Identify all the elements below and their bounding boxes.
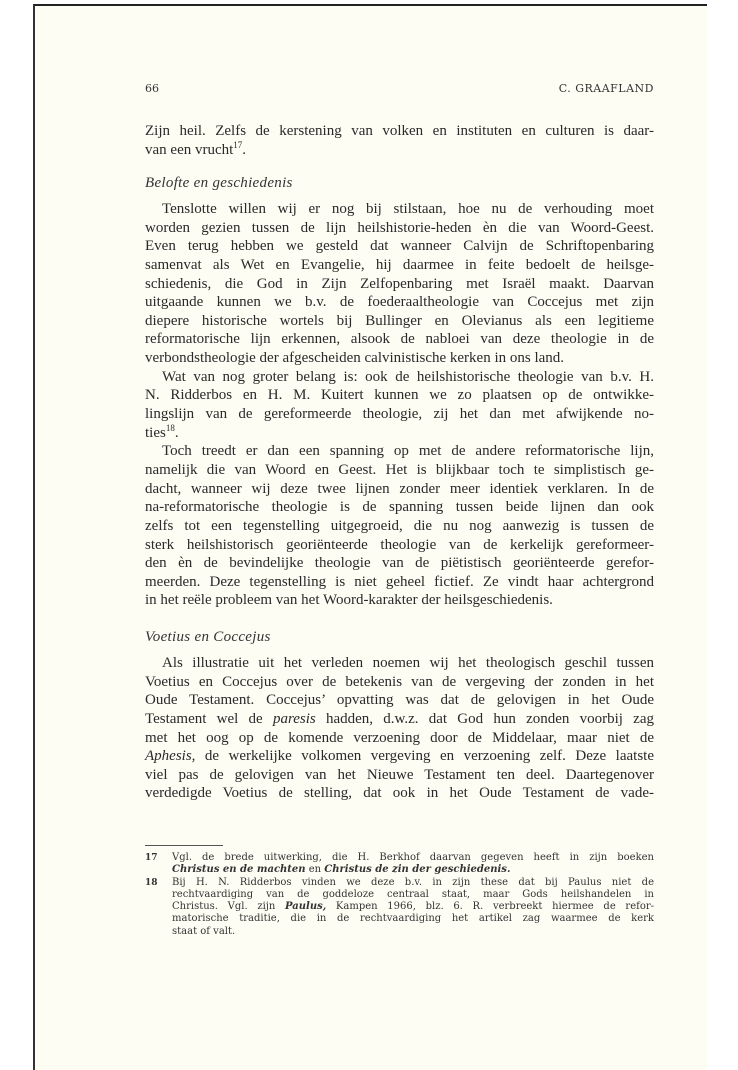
footnote: [145, 877, 654, 938]
text-line: [145, 122, 654, 141]
section-body-voetius: [145, 654, 654, 803]
text-run: Even terug hebben we gesteld dat wanneer Calvijn de Schriftopenbaring: [145, 238, 654, 255]
text-line: [145, 141, 654, 160]
text-line: [145, 766, 654, 785]
text-line: [145, 591, 654, 610]
text-line: [145, 654, 654, 673]
text-run: van een vrucht: [145, 141, 234, 158]
text-line: [145, 256, 654, 275]
text-line: [145, 405, 654, 424]
text-line: [145, 729, 654, 748]
text-run: met het oog op de komende verzoening door de Middelaar, maar niet de: [145, 729, 654, 746]
text-run: Toch treedt er dan een spanning op met de andere reformatorische lijn,: [162, 443, 654, 460]
text-line: [145, 710, 654, 729]
footnote: [145, 852, 654, 877]
italic-text: Christus de zin der geschiedenis.: [324, 864, 511, 876]
footnote-line: [172, 913, 654, 925]
text-line: [145, 691, 654, 710]
text-line: [145, 442, 654, 461]
text-run: dacht, wanneer wij deze twee lijnen zonder meer identiek verklaren. In de: [145, 480, 654, 497]
text-line: [145, 200, 654, 219]
text-run: reformatorische lijn erkennen, alsook de nabloei van deze theologie in de: [145, 331, 654, 348]
text-line: [145, 536, 654, 555]
text-run: lingslijn van de gereformeerde theologie, zij het dan met afwijkende no-: [145, 406, 654, 423]
footnote-line: [172, 889, 654, 901]
text-line: [145, 480, 654, 499]
text-line: [145, 386, 654, 405]
text-run: en: [305, 864, 325, 876]
text-run: Bij H. N. Ridderbos vinden we deze b.v. in zijn these dat bij Paulus niet de: [172, 876, 654, 888]
text-line: [145, 784, 654, 803]
section-body-belofte: [145, 200, 654, 610]
text-run: namelijk die van Woord en Geest. Het is blijkbaar toch te simplistisch ge-: [145, 461, 654, 478]
text-run: matorische traditie, die in de rechtvaardiging het artikel zag waarmee de kerk: [172, 913, 654, 925]
text-line: [145, 747, 654, 766]
text-run: na-reformatorische theologie is de spanning tussen beide lijnen dan ook: [145, 499, 654, 516]
text-line: [145, 554, 654, 573]
text-run: ties: [145, 424, 166, 441]
text-run: worden gezien tussen de lijn heilshistorie-heden èn die van Woord-Geest.: [145, 219, 654, 236]
text-line: [145, 573, 654, 592]
text-line: [145, 349, 654, 368]
text-run: .: [242, 141, 247, 158]
text-run: meerden. Deze tegenstelling is niet geheel fictief. Ze vindt haar achtergrond: [145, 573, 654, 590]
italic-text: Aphesis,: [145, 748, 196, 765]
text-run: uitgaande kunnen we b.v. de foederaaltheologie van Coccejus met zijn: [145, 294, 654, 311]
text-line: [145, 498, 654, 517]
text-run: sterk heilshistorisch georiënteerde theologie van de kerkelijk gereformeer-: [145, 536, 654, 553]
text-run: verdedigde Voetius de stelling, dat ook in het Oude Testament de vade-: [145, 785, 654, 802]
text-line: [145, 237, 654, 256]
text-run: Testament wel de: [145, 710, 273, 727]
text-run: Kampen 1966, blz. 6. R. verbreekt hiermee de refor-: [326, 901, 654, 913]
opening-paragraph: [145, 122, 654, 159]
text-run: Als illustratie uit het verleden noemen wij het theologisch geschil tussen: [162, 655, 654, 671]
text-run: N. Ridderbos en H. M. Kuitert kunnen we zo plaatsen op de ontwikke-: [145, 387, 654, 404]
text-run: Wat van nog groter belang is: ook de heilshistorische theologie van b.v. H.: [162, 368, 654, 385]
footnote-line: [172, 877, 654, 889]
section-heading-belofte: Belofte en geschiedenis: [145, 175, 293, 191]
text-run: .: [174, 424, 179, 441]
text-run: in het reële probleem van het Woord-karakter der heilsgeschiedenis.: [145, 592, 553, 609]
footnote-line: [172, 864, 654, 876]
text-run: Christus. Vgl. zijn: [172, 901, 286, 913]
text-line: [145, 673, 654, 692]
text-run: samenvat als Wet en Evangelie, hij daarmee in feite bedoelt de heilsge-: [145, 256, 654, 273]
footnote-reference[interactable]: 18: [165, 422, 175, 433]
footnotes: [145, 852, 654, 938]
italic-text: paresis: [272, 710, 316, 727]
text-line: [145, 330, 654, 349]
text-line: [145, 461, 654, 480]
text-run: de werkelijke volkomen vergeving en verzoening zelf. Deze laatste: [195, 748, 654, 765]
text-line: [145, 293, 654, 312]
text-line: [145, 312, 654, 331]
footnote-reference[interactable]: 17: [233, 139, 243, 150]
footnote-number: 17: [145, 853, 158, 863]
running-header-author: C. GRAAFLAND: [558, 82, 654, 95]
text-run: Tenslotte willen wij er nog bij stilstaan, hoe nu de verhouding moet: [162, 201, 654, 217]
italic-text: Christus en de machten: [172, 864, 306, 876]
text-run: diepere historische wortels bij Bullinger en Olevianus als een legitieme: [145, 312, 654, 329]
text-line: [145, 275, 654, 294]
footnote-separator: [145, 845, 223, 846]
text-run: schiedenis, die God in Zijn Zelfopenbaring met Israël maakt. Daarvan: [145, 275, 654, 292]
text-run: hadden, d.w.z. dat God hun zonden voorbij zag: [315, 710, 654, 727]
footnote-number: 18: [145, 877, 158, 888]
text-run: viel pas de gelovigen van het Nieuwe Testament ten deel. Daartegenover: [145, 766, 654, 783]
footnote-line: [172, 852, 654, 864]
text-line: [145, 219, 654, 238]
book-page: [33, 4, 707, 1070]
text-line: [145, 368, 654, 387]
footnote-line: [172, 901, 654, 913]
text-run: zelfs tot een tegenstelling uitgegroeid, die nu nog aanwezig is tussen de: [145, 517, 654, 534]
text-run: den èn de bevindelijke theologie van de piëtistisch georiënteerde gerefor-: [145, 555, 654, 572]
text-run: Voetius en Coccejus over de betekenis van de vergeving der zonden in het: [145, 673, 654, 690]
text-run: rechtvaardiging van de goddeloze centraal staat, maar Gods heilshandelen in: [172, 888, 654, 900]
page-number: 66: [145, 82, 159, 95]
text-run: Oude Testament. Coccejus’ opvatting was dat de gelovigen in het Oude: [145, 692, 654, 709]
section-heading-voetius: Voetius en Coccejus: [145, 629, 271, 645]
text-run: staat of valt.: [172, 925, 236, 937]
text-run: Zijn heil. Zelfs de kerstening van volken en instituten en culturen is daar-: [145, 123, 654, 139]
running-header: [145, 82, 654, 98]
text-run: verbondstheologie der afgescheiden calvinistische kerken in ons land.: [145, 350, 565, 367]
text-line: [145, 424, 654, 443]
italic-text: Paulus,: [285, 901, 327, 913]
text-line: [145, 517, 654, 536]
text-run: Vgl. de brede uitwerking, die H. Berkhof daarvan gegeven heeft in zijn boeken: [172, 852, 654, 863]
footnote-line: [172, 926, 654, 938]
